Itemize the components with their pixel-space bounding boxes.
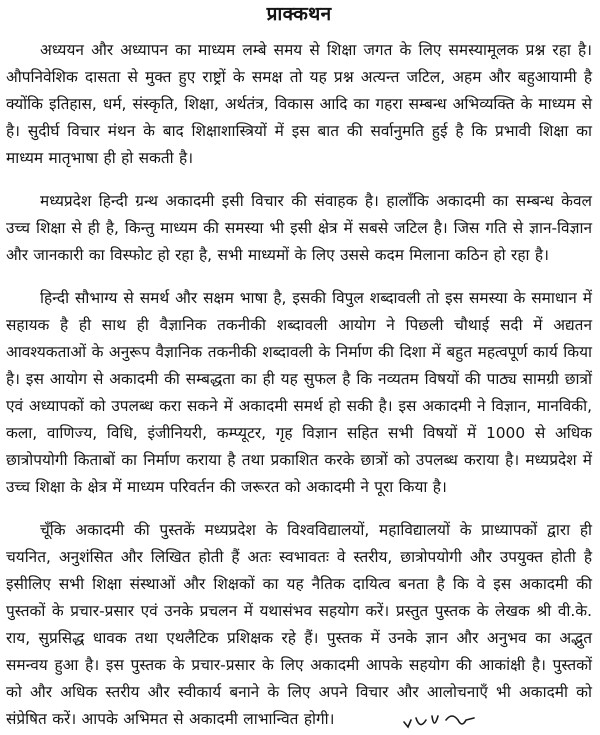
paragraph-4-text: चूँकि अकादमी की पुस्तकें मध्यप्रदेश के विश्वविद्यालयों, महाविद्यालयों के प्राध्यापकों द्वारा ही चयनित, अनुशंसित और लिखित होती हैं अतः स्वभावतः वे स्तरीय, छात्रोपयोगी और उपयुक्त होती है इसीलिए सभी शिक्षा संस्थाओं और शिक्षकों का यह नैतिक दायित्व बनता है कि वे इस अकादमी की पुस्तकों के प्रचार-प्रसार एवं उनके प्रचलन में यथासंभव सहयोग करें। प्रस्तुत पुस्तक के लेखक श्री वी.के. राय, सुप्रसिद्ध धावक तथा एथलैटिक प्रशिक्षक रहे हैं। पुस्तक में उनके ज्ञान और अनुभव का अद्भुत समन्वय हुआ है। इस पुस्तक के प्रचार-प्रसार के लिए अकादमी आपके सहयोग की आकांक्षी है। पुस्तकों को और अधिक स्तरीय और स्वीकार्य बनाने के लिए अपने विचार और आलोचनाएँ भी अकादमी को संप्रेषित करें। आपके अभिमत से अकादमी लाभान्वित होगी। <box>6 521 592 728</box>
paragraph-2-text: मध्यप्रदेश हिन्दी ग्रन्थ अकादमी इसी विचार की संवाहक है। हालाँकि अकादमी का सम्बन्ध केवल उच्च शिक्षा से ही है, किन्तु माध्यम की समस्या भी इसी क्षेत्र में सबसे जटिल है। जिस गति से ज्ञान-विज्ञान और जानकारी का विस्फोट हो रहा है, सभी माध्यमों के लिए उससे कदम मिलाना कठिन हो रहा है। <box>6 192 592 264</box>
paragraph-1 <box>6 37 592 172</box>
paragraph-3-text: हिन्दी सौभाग्य से समर्थ और सक्षम भाषा है, इसकी विपुल शब्दावली तो इस समस्या के समाधान में सहायक है ही साथ ही वैज्ञानिक तकनीकी शब्दावली आयोग ने पिछली चौथाई सदी में अद्यतन आवश्यकताओं के अनुरूप वैज्ञानिक तकनीकी शब्दावली के निर्माण की दिशा में बहुत महत्वपूर्ण कार्य किया है। इस आयोग से अकादमी की सम्बद्धता का ही यह सुफल है कि नव्यतम विषयों की पाठ्य सामग्री छात्रों एवं अध्यापकों को उपलब्ध करा सकने में अकादमी समर्थ हो सकी है। इस अकादमी ने विज्ञान, मानविकी, कला, वाणिज्य, विधि, इंजीनियरी, कम्प्यूटर, गृह विज्ञान सहित सभी विषयों में 1000 से अधिक छात्रोपयोगी किताबों का निर्माण कराया है तथा प्रकाशित करके छात्रों को उपलब्ध कराया है। मध्यप्रदेश में उच्च शिक्षा के क्षेत्र में माध्यम परिवर्तन की जरूरत को अकादमी ने पूरा किया है। <box>6 289 592 496</box>
signature <box>402 708 482 732</box>
paragraph-1-text: अध्ययन और अध्यापन का माध्यम लम्बे समय से शिक्षा जगत के लिए समस्यामूलक प्रश्न रहा है। औपनिवेशिक दासता से मुक्त हुए राष्ट्रों के समक्ष तो यह प्रश्न अत्यन्त जटिल, अहम और बहुआयामी है क्योंकि इतिहास, धर्म, संस्कृति, शिक्षा, अर्थतंत्र, विकास आदि का गहरा सम्बन्ध अभिव्यक्ति के माध्यम से है। सुदीर्घ विचार मंथन के बाद शिक्षाशास्त्रियों में इस बात की सर्वानुमति हुई है कि प्रभावी शिक्षा का माध्यम मातृभाषा ही हो सकती है। <box>6 41 592 167</box>
paragraph-4 <box>6 517 592 733</box>
paragraph-3 <box>6 285 592 501</box>
paragraph-2 <box>6 188 592 269</box>
page-title: प्राक्कथन <box>266 3 332 25</box>
